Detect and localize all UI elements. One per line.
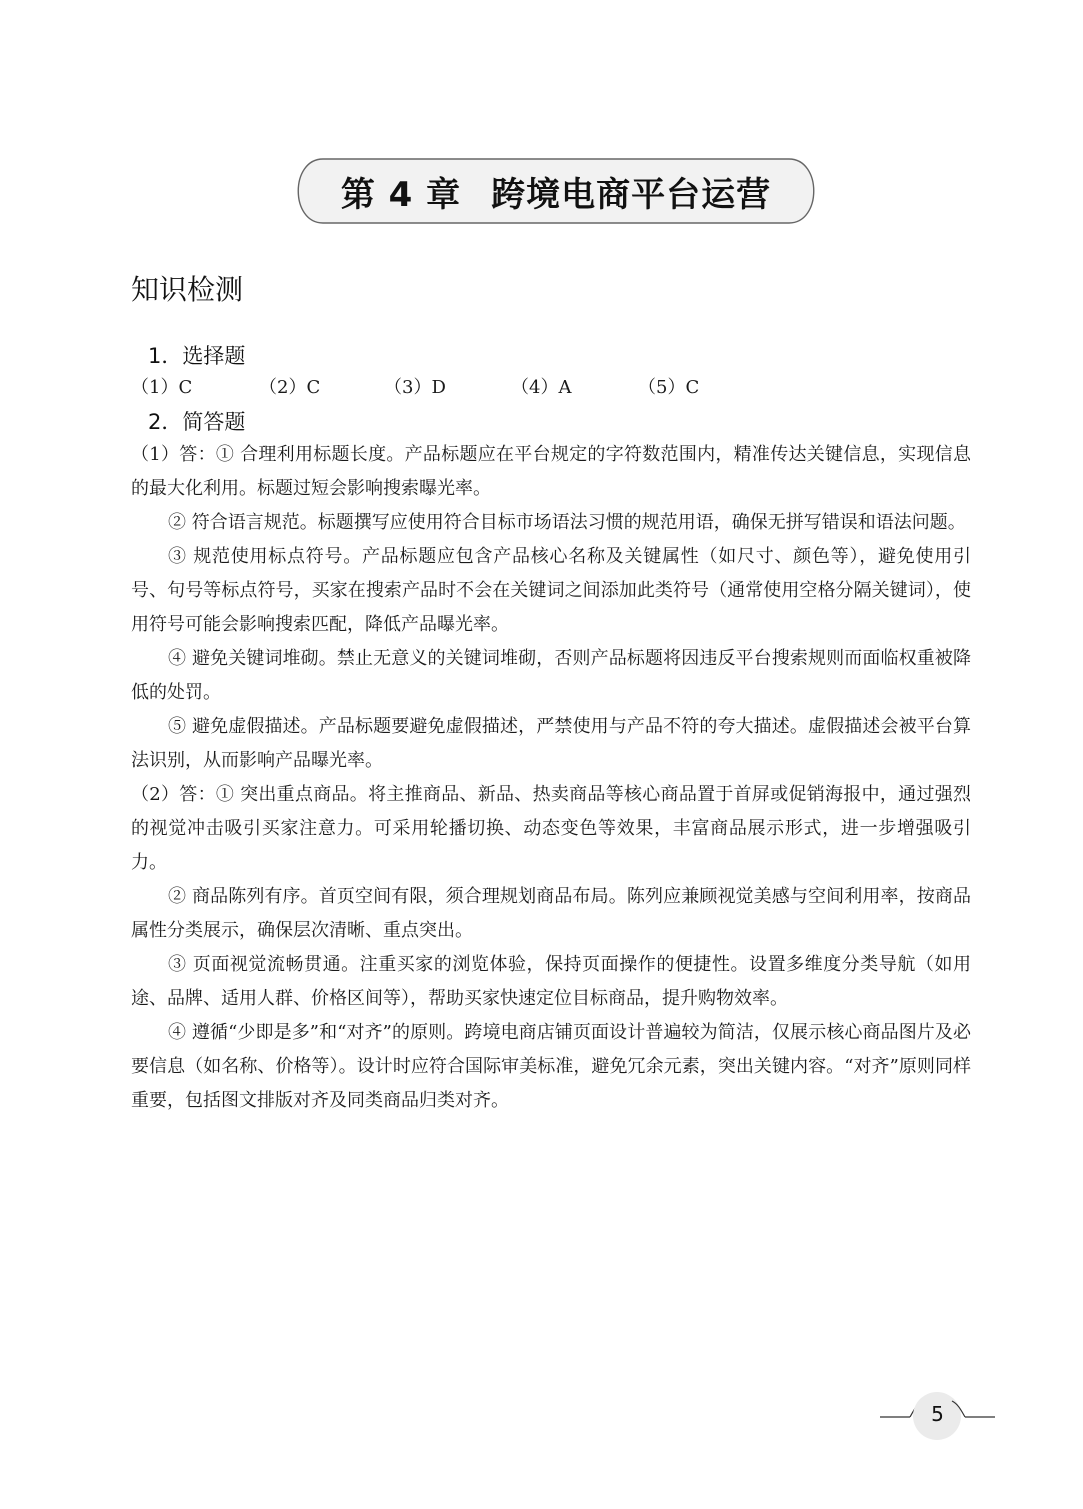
page-number-badge: [880, 1390, 995, 1442]
answer-1: （1）C: [131, 377, 193, 398]
chapter-number: 第 4 章: [340, 174, 462, 215]
answer-3: （3）D: [384, 377, 446, 398]
answer-paragraph: ④ 遵循“少即是多”和“对齐”的原则。跨境电商店铺页面设计普遍较为简洁，仅展示核心商品图片及必要信息（如名称、价格等）。设计时应符合国际审美标准，避免冗余元素，突出关键内容。“对齐”原则同样重要，包括图文排版对齐及同类商品归类对齐。: [131, 1022, 971, 1111]
answer-paragraph: ② 商品陈列有序。首页空间有限，须合理规划商品布局。陈列应兼顾视觉美感与空间利用率，按商品属性分类展示，确保层次清晰、重点突出。: [131, 886, 971, 941]
multiple-choice-heading: 1．选择题: [148, 344, 246, 368]
chapter-title: [341, 167, 771, 216]
answer-paragraph: ④ 避免关键词堆砌。禁止无意义的关键词堆砌，否则产品标题将因违反平台搜索规则而面临权重被降低的处罚。: [131, 648, 971, 703]
answer-paragraph: ⑤ 避免虚假描述。产品标题要避免虚假描述，严禁使用与产品不符的夸大描述。虚假描述会被平台算法识别，从而影响产品曝光率。: [131, 716, 971, 771]
page-number: 5: [931, 1402, 944, 1426]
answer-5: （5）C: [638, 377, 700, 398]
answer-4: （4）A: [511, 377, 572, 398]
answer-paragraph: ③ 规范使用标点符号。产品标题应包含产品核心名称及关键属性（如尺寸、颜色等），避免使用引号、句号等标点符号，买家在搜索产品时不会在关键词之间添加此类符号（通常使用空格分隔关键词），使用符号可能会影响搜索匹配，降低产品曝光率。: [131, 546, 971, 635]
answer-paragraph: （1）答：① 合理利用标题长度。产品标题应在平台规定的字符数范围内，精准传达关键信息，实现信息的最大化利用。标题过短会影响搜索曝光率。: [131, 444, 971, 499]
short-answer-body: [131, 438, 971, 1118]
answer-2: （2）C: [259, 377, 321, 398]
chapter-banner: [290, 158, 822, 224]
section-heading: 知识检测: [131, 273, 244, 306]
multiple-choice-answers: [131, 374, 731, 402]
chapter-name: 跨境电商平台运营: [491, 174, 772, 215]
answer-paragraph: ③ 页面视觉流畅贯通。注重买家的浏览体验，保持页面操作的便捷性。设置多维度分类导航（如用途、品牌、适用人群、价格区间等），帮助买家快速定位目标商品，提升购物效率。: [131, 954, 971, 1009]
answer-paragraph: （2）答：① 突出重点商品。将主推商品、新品、热卖商品等核心商品置于首屏或促销海报中，通过强烈的视觉冲击吸引买家注意力。可采用轮播切换、动态变色等效果，丰富商品展示形式，进一步增强吸引力。: [131, 784, 971, 873]
short-answer-heading: 2．简答题: [148, 410, 246, 434]
answer-paragraph: ② 符合语言规范。标题撰写应使用符合目标市场语法习惯的规范用语，确保无拼写错误和语法问题。: [168, 512, 966, 533]
